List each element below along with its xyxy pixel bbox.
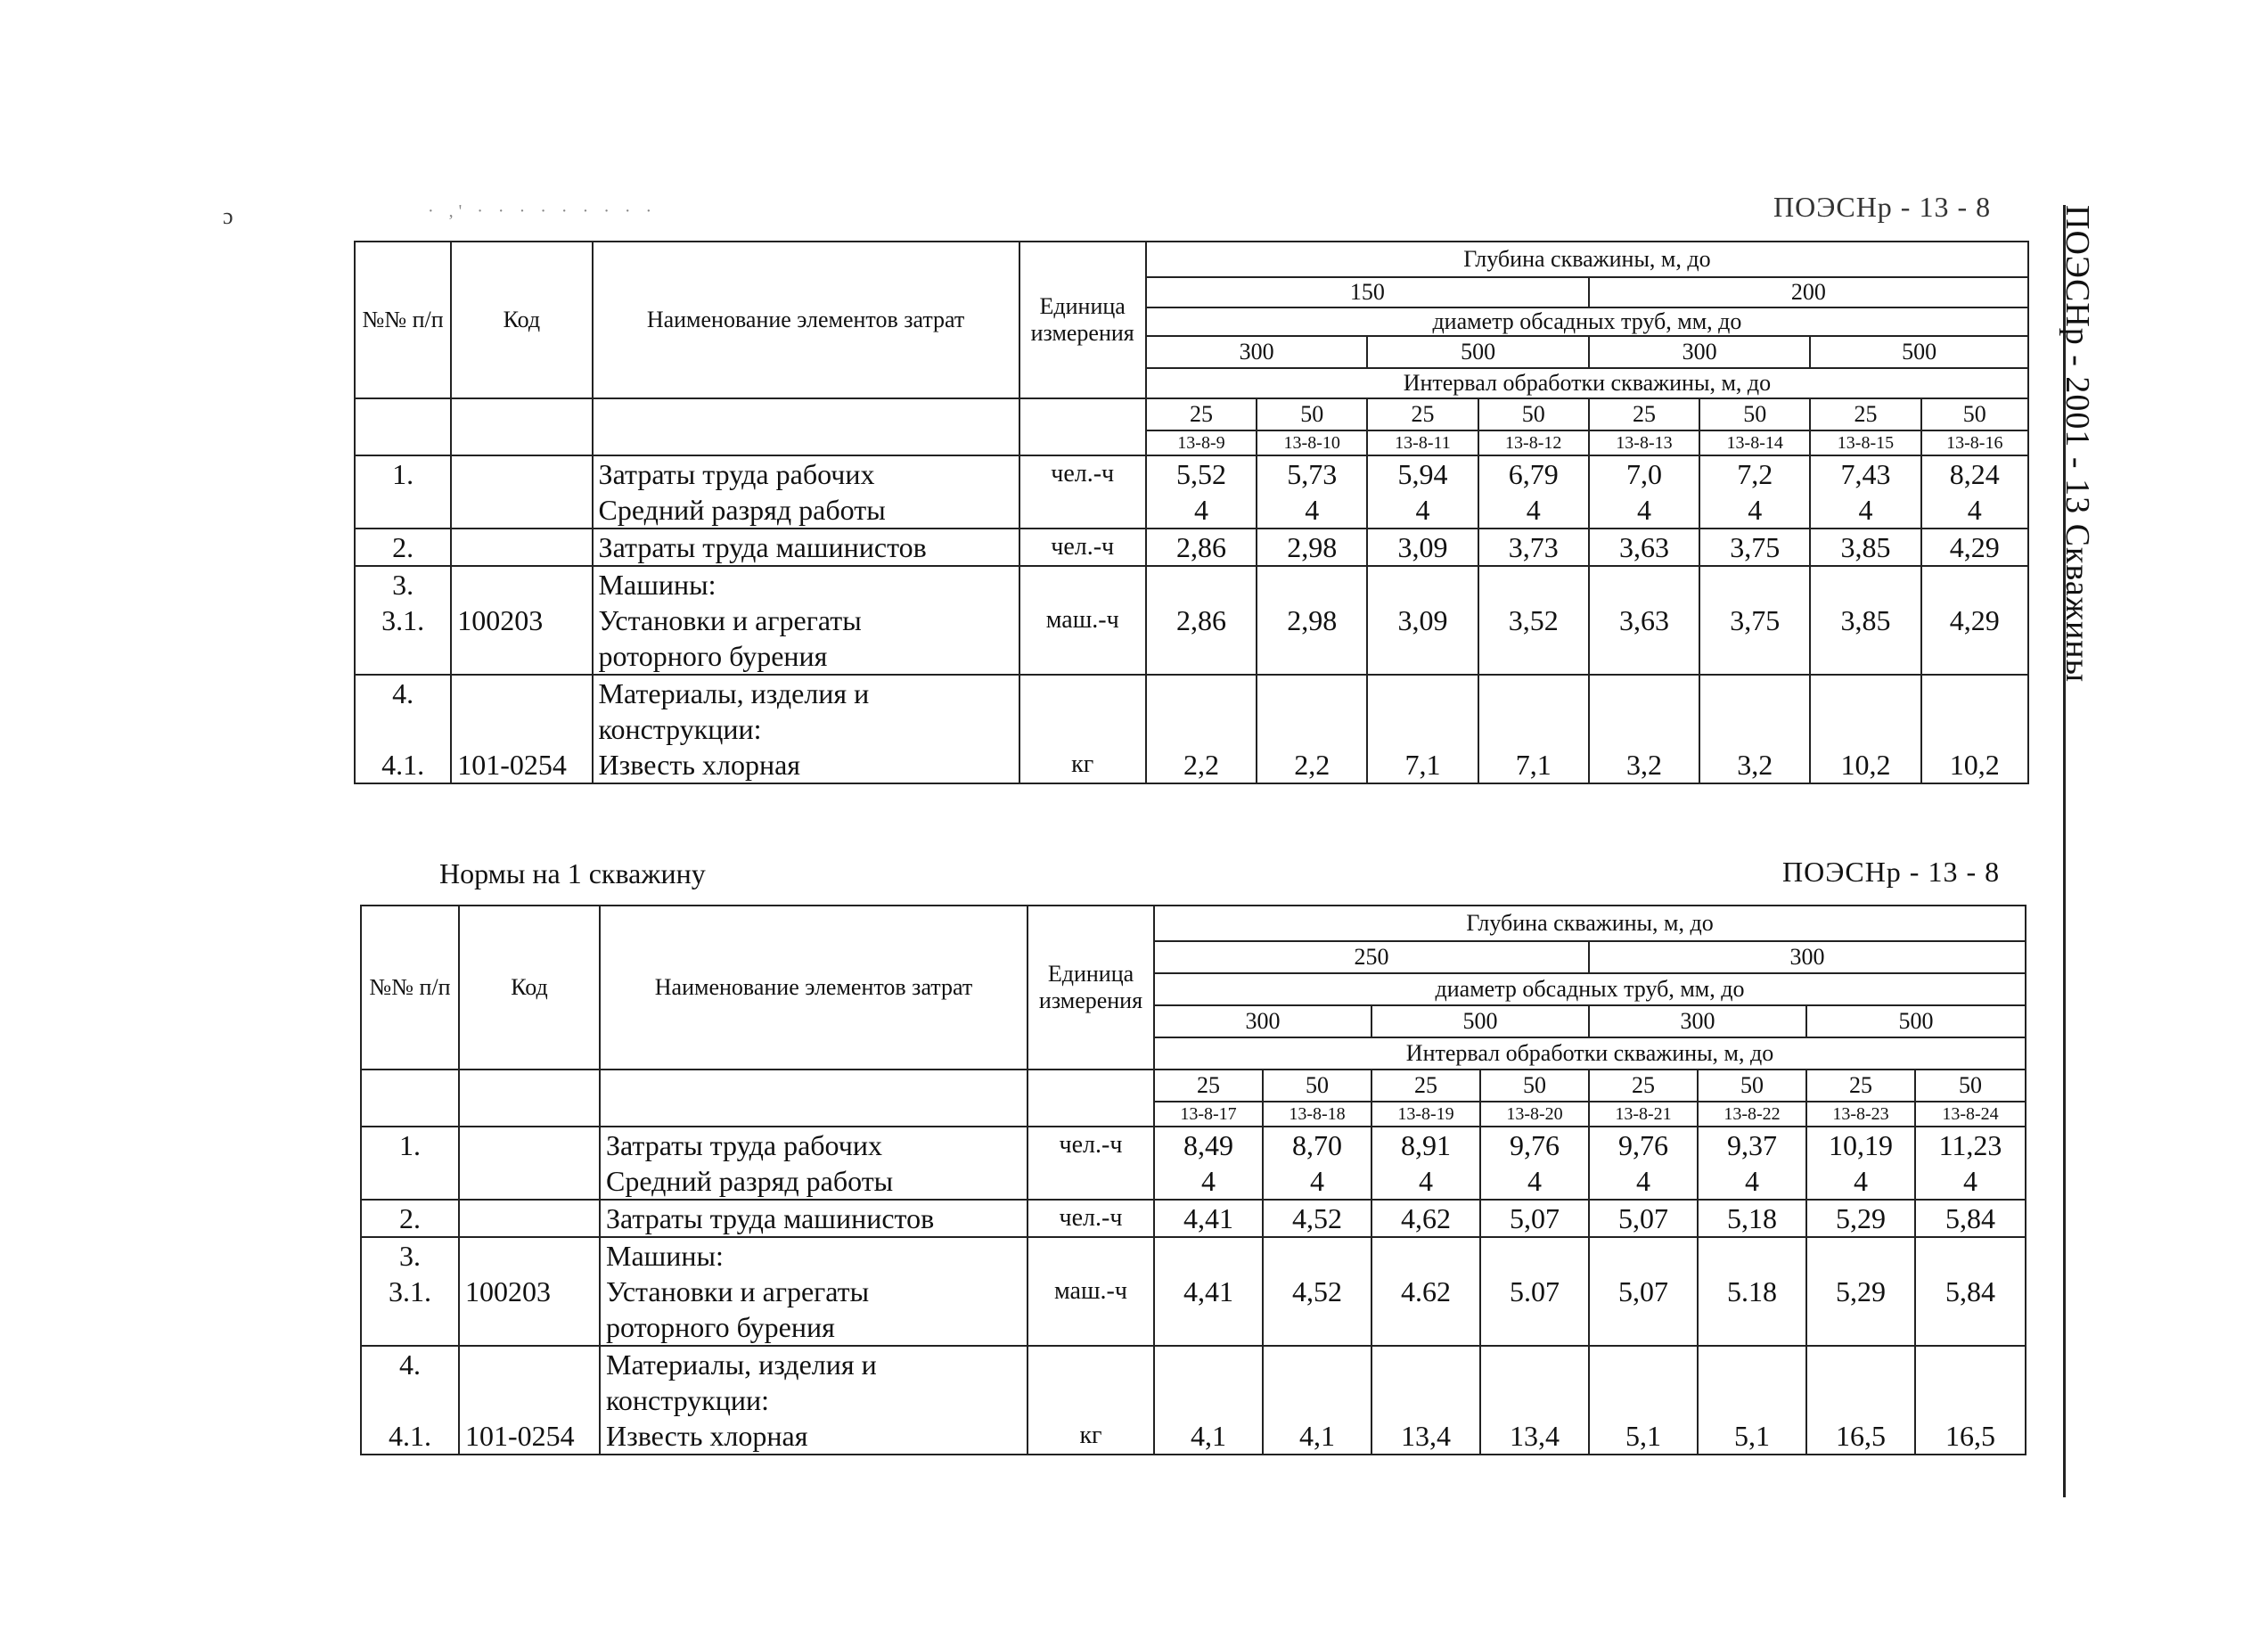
table-row bbox=[361, 1346, 2026, 1455]
value-cell: 3,09 bbox=[1367, 566, 1478, 675]
col-header-code: Код bbox=[451, 242, 592, 398]
header-spacer bbox=[459, 1070, 600, 1127]
value-cell: 5,52 4 bbox=[1146, 455, 1257, 529]
table-row bbox=[361, 1127, 2026, 1200]
top-document-code: ПОЭСНр - 13 - 8 bbox=[1773, 191, 1992, 223]
interval-value: 25 bbox=[1154, 1070, 1263, 1102]
value-cell: 4,41 bbox=[1154, 1237, 1263, 1346]
value-cell: 5,18 bbox=[1698, 1200, 1806, 1237]
value-cell: 4,41 bbox=[1154, 1200, 1263, 1237]
value-cell: 3,63 bbox=[1589, 566, 1699, 675]
interval-value: 25 bbox=[1367, 398, 1478, 430]
value-cell: 4,29 bbox=[1921, 566, 2028, 675]
header-spacer bbox=[1019, 398, 1146, 455]
rate-code: 13-8-18 bbox=[1263, 1102, 1371, 1127]
depth-value: 150 bbox=[1146, 277, 1589, 307]
col-header-unit: Единица измерения bbox=[1028, 906, 1154, 1070]
value-cell: 5,07 bbox=[1480, 1200, 1589, 1237]
col-header-num: №№ п/п bbox=[361, 906, 459, 1070]
value-cell: 3,2 bbox=[1589, 675, 1699, 783]
row-unit: чел.-ч bbox=[1028, 1127, 1154, 1200]
row-code: 101-0254 bbox=[451, 675, 592, 783]
value-cell: 5,29 bbox=[1806, 1237, 1915, 1346]
table-row bbox=[355, 455, 2028, 529]
diameter-value: 500 bbox=[1806, 1005, 2026, 1037]
diameter-value: 500 bbox=[1371, 1005, 1589, 1037]
value-cell: 5,07 bbox=[1589, 1200, 1698, 1237]
interval-value: 25 bbox=[1371, 1070, 1480, 1102]
row-name bbox=[593, 455, 1019, 529]
row-num: 3. 3.1. bbox=[361, 1237, 459, 1346]
rate-code: 13-8-13 bbox=[1589, 430, 1699, 455]
row-code bbox=[451, 529, 592, 566]
value-cell: 5,07 bbox=[1589, 1237, 1698, 1346]
row-unit: чел.-ч bbox=[1028, 1200, 1154, 1237]
row-name: Материалы, изделия и конструкции: Известь хлорная bbox=[600, 1346, 1028, 1455]
row-name: Машины: Установки и агрегаты роторного бурения bbox=[600, 1237, 1028, 1346]
rate-code: 13-8-14 bbox=[1699, 430, 1810, 455]
value-cell: 2,86 bbox=[1146, 529, 1257, 566]
row-unit: маш.-ч bbox=[1019, 566, 1146, 675]
value-cell: 5,1 bbox=[1698, 1346, 1806, 1455]
header-spacer bbox=[361, 1070, 459, 1127]
header-spacer bbox=[1028, 1070, 1154, 1127]
row-code bbox=[451, 455, 592, 529]
rate-code: 13-8-23 bbox=[1806, 1102, 1915, 1127]
row-name: Материалы, изделия и конструкции: Известь хлорная bbox=[593, 675, 1019, 783]
rate-code: 13-8-9 bbox=[1146, 430, 1257, 455]
col-header-name: Наименование элементов затрат bbox=[600, 906, 1028, 1070]
row-num: 2. bbox=[355, 529, 451, 566]
interval-value: 25 bbox=[1810, 398, 1920, 430]
header-spacer bbox=[451, 398, 592, 455]
value-cell: 8,70 4 bbox=[1263, 1127, 1371, 1200]
row-unit: кг bbox=[1028, 1346, 1154, 1455]
row-name: Затраты труда машинистов bbox=[600, 1200, 1028, 1237]
value-cell: 5,73 4 bbox=[1257, 455, 1367, 529]
row-name: Затраты труда рабочих Средний разряд работы bbox=[600, 1127, 1028, 1200]
scan-noise-text: · ,' · · · · · · · · · bbox=[428, 201, 658, 221]
value-cell: 7,0 4 bbox=[1589, 455, 1699, 529]
diameter-value: 300 bbox=[1589, 1005, 1806, 1037]
rate-code: 13-8-11 bbox=[1367, 430, 1478, 455]
row-name-line: Средний разряд работы bbox=[598, 494, 886, 526]
row-code bbox=[459, 1127, 600, 1200]
value-cell: 2,2 bbox=[1146, 675, 1257, 783]
header-spacer bbox=[355, 398, 451, 455]
col-header-name: Наименование элементов затрат bbox=[593, 242, 1019, 398]
value-cell: 3,85 bbox=[1810, 529, 1920, 566]
row-code: 100203 bbox=[451, 566, 592, 675]
value-cell: 9,76 4 bbox=[1589, 1127, 1698, 1200]
row-num: 1. bbox=[361, 1127, 459, 1200]
header-spacer bbox=[600, 1070, 1028, 1127]
diameter-value: 500 bbox=[1810, 336, 2028, 368]
interval-value: 25 bbox=[1146, 398, 1257, 430]
header-spacer bbox=[593, 398, 1019, 455]
value-cell: 3,09 bbox=[1367, 529, 1478, 566]
value-cell: 7,1 bbox=[1367, 675, 1478, 783]
value-cell: 3,75 bbox=[1699, 566, 1810, 675]
norms-table-2 bbox=[360, 905, 2026, 1455]
interval-value: 50 bbox=[1478, 398, 1589, 430]
interval-value: 50 bbox=[1699, 398, 1810, 430]
rate-code: 13-8-17 bbox=[1154, 1102, 1263, 1127]
rate-code: 13-8-21 bbox=[1589, 1102, 1698, 1127]
value-cell: 9,76 4 bbox=[1480, 1127, 1589, 1200]
interval-value: 50 bbox=[1698, 1070, 1806, 1102]
row-unit: маш.-ч bbox=[1028, 1237, 1154, 1346]
value-cell: 8,91 4 bbox=[1371, 1127, 1480, 1200]
table-row bbox=[361, 1237, 2026, 1346]
rate-code: 13-8-20 bbox=[1480, 1102, 1589, 1127]
value-cell: 5,1 bbox=[1589, 1346, 1698, 1455]
interval-value: 50 bbox=[1257, 398, 1367, 430]
section-caption: Нормы на 1 скважину bbox=[439, 857, 706, 889]
value-cell: 6,79 4 bbox=[1478, 455, 1589, 529]
diameter-value: 300 bbox=[1146, 336, 1368, 368]
value-cell: 4,29 bbox=[1921, 529, 2028, 566]
value-cell: 3,63 bbox=[1589, 529, 1699, 566]
row-unit: чел.-ч bbox=[1019, 529, 1146, 566]
value-cell: 16,5 bbox=[1806, 1346, 1915, 1455]
value-cell: 8,24 4 bbox=[1921, 455, 2028, 529]
value-cell: 3,2 bbox=[1699, 675, 1810, 783]
table-row bbox=[361, 1200, 2026, 1237]
value-cell: 2,86 bbox=[1146, 566, 1257, 675]
value-cell: 5,94 4 bbox=[1367, 455, 1478, 529]
interval-title: Интервал обработки скважины, м, до bbox=[1154, 1037, 2026, 1070]
depth-value: 250 bbox=[1154, 941, 1589, 973]
value-cell: 8,49 4 bbox=[1154, 1127, 1263, 1200]
value-cell: 2,98 bbox=[1257, 529, 1367, 566]
interval-value: 25 bbox=[1589, 1070, 1698, 1102]
row-name-line: Затраты труда рабочих bbox=[598, 458, 875, 490]
value-cell: 7,1 bbox=[1478, 675, 1589, 783]
table-row bbox=[355, 675, 2028, 783]
row-num: 3. 3.1. bbox=[355, 566, 451, 675]
value-cell: 7,43 4 bbox=[1810, 455, 1920, 529]
interval-value: 50 bbox=[1263, 1070, 1371, 1102]
value-cell: 2,98 bbox=[1257, 566, 1367, 675]
value-cell: 9,37 4 bbox=[1698, 1127, 1806, 1200]
depth-value: 200 bbox=[1589, 277, 2028, 307]
value-cell: 5.07 bbox=[1480, 1237, 1589, 1346]
rate-code: 13-8-19 bbox=[1371, 1102, 1480, 1127]
col-header-code: Код bbox=[459, 906, 600, 1070]
value-cell: 2,2 bbox=[1257, 675, 1367, 783]
row-num: 4. 4.1. bbox=[355, 675, 451, 783]
row-name: Машины: Установки и агрегаты роторного бурения bbox=[593, 566, 1019, 675]
row-code: 101-0254 bbox=[459, 1346, 600, 1455]
value-cell: 5,84 bbox=[1915, 1237, 2026, 1346]
table-row bbox=[355, 529, 2028, 566]
rate-code: 13-8-10 bbox=[1257, 430, 1367, 455]
interval-value: 25 bbox=[1589, 398, 1699, 430]
value-cell: 3,75 bbox=[1699, 529, 1810, 566]
interval-value: 50 bbox=[1921, 398, 2028, 430]
value-cell: 4,52 bbox=[1263, 1200, 1371, 1237]
value-cell: 4,52 bbox=[1263, 1237, 1371, 1346]
interval-title: Интервал обработки скважины, м, до bbox=[1146, 368, 2028, 398]
row-code: 100203 bbox=[459, 1237, 600, 1346]
value-cell: 5,29 bbox=[1806, 1200, 1915, 1237]
value-cell: 3,52 bbox=[1478, 566, 1589, 675]
value-cell: 10,2 bbox=[1921, 675, 2028, 783]
value-cell: 13,4 bbox=[1371, 1346, 1480, 1455]
row-unit: кг bbox=[1019, 675, 1146, 783]
value-cell: 13,4 bbox=[1480, 1346, 1589, 1455]
col-header-num: №№ п/п bbox=[355, 242, 451, 398]
row-num: 1. bbox=[355, 455, 451, 529]
rate-code: 13-8-22 bbox=[1698, 1102, 1806, 1127]
interval-value: 50 bbox=[1915, 1070, 2026, 1102]
value-cell: 7,2 4 bbox=[1699, 455, 1810, 529]
rate-code: 13-8-24 bbox=[1915, 1102, 2026, 1127]
side-document-title: ПОЭСНр - 2001 - 13 Скважины bbox=[2059, 205, 2096, 684]
value-cell: 4,62 bbox=[1371, 1200, 1480, 1237]
table-row bbox=[355, 566, 2028, 675]
value-cell: 10,2 bbox=[1810, 675, 1920, 783]
value-cell: 11,23 4 bbox=[1915, 1127, 2026, 1200]
rate-code: 13-8-16 bbox=[1921, 430, 2028, 455]
diameter-value: 300 bbox=[1589, 336, 1811, 368]
diameter-value: 300 bbox=[1154, 1005, 1371, 1037]
value-cell: 5.18 bbox=[1698, 1237, 1806, 1346]
rate-code: 13-8-15 bbox=[1810, 430, 1920, 455]
diameter-title: диаметр обсадных труб, мм, до bbox=[1154, 973, 2026, 1005]
interval-value: 50 bbox=[1480, 1070, 1589, 1102]
value-cell: 3,85 bbox=[1810, 566, 1920, 675]
diameter-value: 500 bbox=[1367, 336, 1589, 368]
row-num: 4. 4.1. bbox=[361, 1346, 459, 1455]
value-cell: 4.62 bbox=[1371, 1237, 1480, 1346]
depth-value: 300 bbox=[1589, 941, 2026, 973]
value-cell: 5,84 bbox=[1915, 1200, 2026, 1237]
depth-title: Глубина скважины, м, до bbox=[1146, 242, 2028, 277]
norms-table-1 bbox=[354, 241, 2029, 784]
interval-value: 25 bbox=[1806, 1070, 1915, 1102]
value-cell: 10,19 4 bbox=[1806, 1127, 1915, 1200]
depth-title: Глубина скважины, м, до bbox=[1154, 906, 2026, 941]
row-code bbox=[459, 1200, 600, 1237]
col-header-unit: Единица измерения bbox=[1019, 242, 1146, 398]
section-document-code: ПОЭСНр - 13 - 8 bbox=[1782, 856, 2001, 888]
value-cell: 4,1 bbox=[1263, 1346, 1371, 1455]
row-num: 2. bbox=[361, 1200, 459, 1237]
row-name: Затраты труда машинистов bbox=[593, 529, 1019, 566]
diameter-title: диаметр обсадных труб, мм, до bbox=[1146, 307, 2028, 336]
value-cell: 16,5 bbox=[1915, 1346, 2026, 1455]
rate-code: 13-8-12 bbox=[1478, 430, 1589, 455]
row-unit: чел.-ч bbox=[1019, 455, 1146, 529]
corner-mark: ɔ bbox=[223, 203, 233, 229]
value-cell: 3,73 bbox=[1478, 529, 1589, 566]
value-cell: 4,1 bbox=[1154, 1346, 1263, 1455]
